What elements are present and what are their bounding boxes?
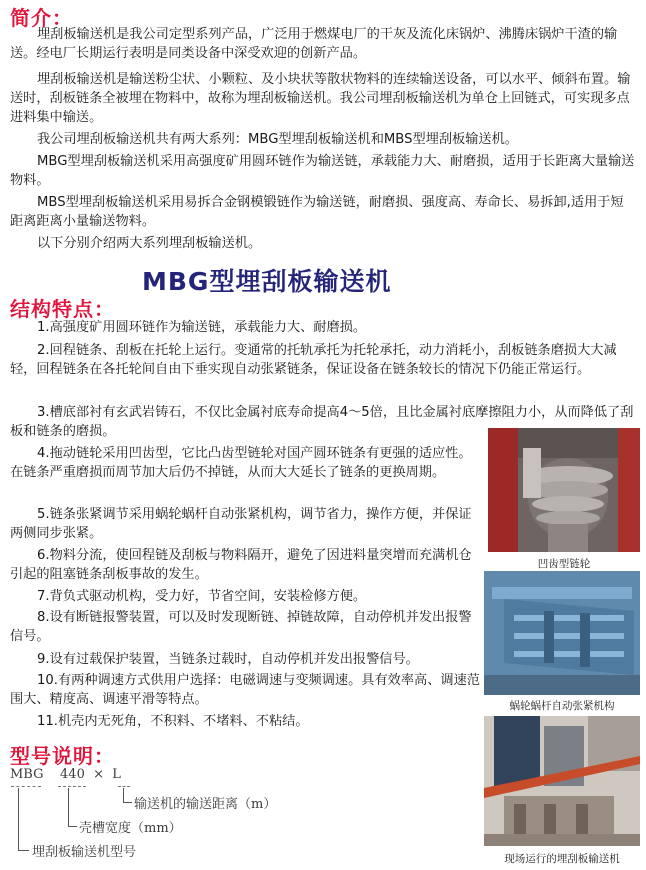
sprocket-chain-photo <box>488 428 640 552</box>
underline-width <box>58 786 86 787</box>
feature-item-8: 8.设有断链报警装置，可以及时发现断链、掉链故障，自动停机并发出报警信号。 <box>10 610 472 644</box>
intro-paragraph-5: MBS型埋刮板输送机采用易拆合金钢模锻链作为输送链，耐磨损、强度高、寿命长、易拆卸,适用于短距离距离小量输送物料。 <box>10 195 624 229</box>
model-code <box>10 767 121 782</box>
underline-prefix <box>11 786 41 787</box>
tensioner-photo <box>484 571 640 695</box>
bracket-length <box>123 788 132 803</box>
feature-item-2: 2.回程链条、刮板在托轮上运行。变通常的托轨承托为托轮承托，动力消耗小，刮板链条磨损大大减轻，回程链条在各托轮间自由下垂实现自动张紧链条，保证设备在链条较长的情况下仍能正常运行。 <box>10 343 617 377</box>
label-length: 输送机的输送距离（m） <box>134 797 277 812</box>
underline-length <box>118 786 130 787</box>
feature-item-9: 9.设有过载保护装置，当链条过载时，自动停机并发出报警信号。 <box>37 652 419 667</box>
feature-item-4: 4.拖动链轮采用凹齿型，它比凸齿型链轮对国产圆环链条有更强的适应性。在链条严重磨损而周节加大后仍不掉链，从而大大延长了链条的更换周期。 <box>10 446 472 480</box>
model-code-width: 440 <box>60 767 85 782</box>
feature-item-5: 5.链条张紧调节采用蜗轮蜗杆自动张紧机构，调节省力，操作方便，并保证两侧同步张紧。 <box>10 507 472 541</box>
site-photo <box>484 716 640 846</box>
model-code-times: × <box>93 767 105 782</box>
intro-paragraph-3: 我公司埋刮板输送机共有两大系列：MBG型埋刮板输送机和MBS型埋刮板输送机。 <box>37 132 518 147</box>
photo-caption-sprocket: 凹齿型链轮 <box>537 558 591 570</box>
feature-item-10: 10.有两种调速方式供用户选择：电磁调速与变频调速。具有效率高、调速范围大、精度高、调速平滑等特点。 <box>10 673 480 707</box>
feature-item-3: 3.槽底部衬有玄武岩铸石，不仅比金属衬底寿命提高4～5倍，且比金属衬底摩擦阻力小，从而降低了刮板和链条的磨损。 <box>10 405 634 439</box>
feature-item-1: 1.高强度矿用圆环链作为输送链，承载能力大、耐磨损。 <box>37 320 367 335</box>
label-width: 壳槽宽度（mm） <box>79 821 182 836</box>
model-code-prefix: MBG <box>10 767 44 782</box>
feature-item-7: 7.背负式驱动机构，受力好，节省空间，安装检修方便。 <box>37 589 367 604</box>
label-type: 埋刮板输送机型号 <box>32 845 137 860</box>
model-code-length: L <box>112 767 121 782</box>
intro-paragraph-1: 埋刮板输送机是我公司定型系列产品，广泛用于燃煤电厂的干灰及流化床锅炉、沸腾床锅炉干渣的输送。经电厂长期运行表明是同类设备中深受欢迎的创新产品。 <box>10 27 618 61</box>
intro-title: 简介： <box>10 6 73 30</box>
intro-paragraph-2: 埋刮板输送机是输送粉尘状、小颗粒、及小块状等散状物料的连续输送设备，可以水平、倾斜布置。输送时，刮板链条全被埋在物料中，故称为埋刮板输送机。我公司埋刮板输送机为单仓上回链式，可实现多点进料集中输送。 <box>10 72 631 125</box>
feature-item-6: 6.物料分流，使回程链及刮板与物料隔开，避免了因进料量突增而充满机仓引起的阻塞链条刮板事故的发生。 <box>10 548 472 582</box>
features-title: 结构特点： <box>10 297 115 321</box>
model-title: 型号说明： <box>10 744 115 768</box>
intro-paragraph-6: 以下分别介绍两大系列埋刮板输送机。 <box>37 236 262 251</box>
photo-caption-site: 现场运行的埋刮板输送机 <box>504 853 620 865</box>
bracket-width <box>68 788 77 827</box>
photo-caption-tensioner: 蜗轮蜗杆自动张紧机构 <box>509 700 615 712</box>
bracket-type <box>18 788 29 851</box>
page-title: MBG型埋刮板输送机 <box>142 267 392 296</box>
intro-paragraph-4: MBG型埋刮板输送机采用高强度矿用圆环链作为输送链，承载能力大、耐磨损，适用于长距离大量输送物料。 <box>10 154 635 188</box>
feature-item-11: 11.机壳内无死角，不积料、不堵料、不粘结。 <box>37 714 309 729</box>
